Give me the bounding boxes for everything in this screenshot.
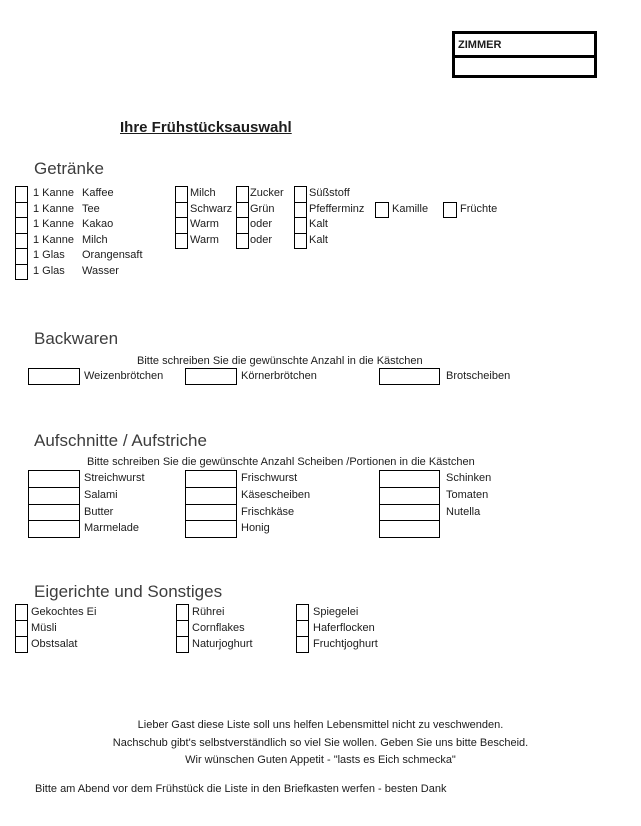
zimmer-box: [452, 31, 597, 78]
checkbox-kamille[interactable]: [375, 202, 389, 218]
checkbox-muesli[interactable]: [15, 620, 28, 637]
item-label: Weizenbrötchen: [84, 370, 164, 382]
row-wasser: [15, 264, 245, 280]
backwaren-instruction: Bitte schreiben Sie die gewünschte Anzahl in die Kästchen: [137, 355, 423, 367]
item-label: Orangensaft: [82, 249, 143, 261]
qty-label: 1 Glas: [33, 249, 65, 261]
item-label: Pfefferminz: [309, 202, 365, 215]
row-schinken: [379, 470, 609, 487]
item-label: Frischkäse: [241, 505, 295, 518]
checkbox-warm-2[interactable]: [175, 233, 188, 250]
section-heading-eigerichte: Eigerichte und Sonstiges: [34, 582, 223, 601]
item-label: Müsli: [31, 622, 57, 634]
item-label: Tomaten: [446, 488, 489, 501]
checkbox-fruechte[interactable]: [443, 202, 457, 218]
checkbox-gruen[interactable]: [236, 202, 249, 219]
checkbox-zucker[interactable]: [236, 186, 249, 203]
zimmer-label-cell: [455, 34, 594, 58]
item-label: Spiegelei: [313, 606, 359, 618]
checkbox-warm-1[interactable]: [175, 217, 188, 234]
item-label: Früchte: [460, 203, 498, 215]
input-marmelade[interactable]: [28, 520, 80, 538]
qty-label: 1 Glas: [33, 264, 65, 277]
checkbox-tee[interactable]: [15, 202, 28, 219]
row-brotscheiben: [379, 368, 609, 384]
input-schinken[interactable]: [379, 470, 440, 488]
input-frischkaese[interactable]: [185, 504, 237, 522]
item-label: Kakao: [82, 218, 114, 230]
checkbox-orangensaft[interactable]: [15, 248, 28, 265]
checkbox-gekochtes-ei[interactable]: [15, 604, 28, 621]
qty-label: 1 Kanne: [33, 187, 74, 199]
item-label: Butter: [84, 505, 114, 518]
input-brotscheiben[interactable]: [379, 368, 440, 385]
section-heading-aufschnitte: Aufschnitte / Aufstriche: [34, 431, 207, 450]
checkbox-kakao[interactable]: [15, 217, 28, 234]
input-koernerbroetchen[interactable]: [185, 368, 237, 385]
item-label: Warm: [190, 218, 219, 230]
checkbox-kalt-2[interactable]: [294, 233, 307, 250]
qty-label: 1 Kanne: [33, 218, 74, 230]
input-weizenbroetchen[interactable]: [28, 368, 80, 385]
item-label: Salami: [84, 488, 118, 501]
item-label: Fruchtjoghurt: [313, 638, 378, 650]
item-label: Cornflakes: [192, 622, 245, 634]
item-label: Milch: [82, 233, 108, 246]
item-label: Honig: [241, 522, 270, 535]
checkbox-milch-kanne[interactable]: [15, 233, 28, 250]
section-heading-backwaren: Backwaren: [34, 329, 119, 348]
item-label: Körnerbrötchen: [241, 370, 317, 382]
item-label: Kalt: [309, 218, 328, 230]
checkbox-wasser[interactable]: [15, 264, 28, 281]
checkbox-naturjoghurt[interactable]: [176, 636, 189, 653]
input-streichwurst[interactable]: [28, 470, 80, 488]
checkbox-cornflakes[interactable]: [176, 620, 189, 637]
aufschnitte-instruction: Bitte schreiben Sie die gewünschte Anzahl Scheiben /Portionen in die Kästchen: [87, 456, 475, 468]
checkbox-haferflocken[interactable]: [296, 620, 309, 637]
footer-return-note: Bitte am Abend vor dem Frühstück die Liste in den Briefkasten werfen - besten Dank: [35, 783, 447, 795]
zimmer-number-field[interactable]: [455, 58, 594, 75]
checkbox-suessstoff[interactable]: [294, 186, 307, 203]
item-label: Schinken: [446, 472, 492, 484]
item-label: Warm: [190, 233, 219, 246]
checkbox-pfefferminz[interactable]: [294, 202, 307, 219]
footer-line-2: Nachschub gibt's selbstverständlich so viel Sie wollen. Geben Sie uns bitte Bescheid.: [112, 737, 529, 749]
item-label: Kamille: [392, 203, 429, 215]
item-label: Brotscheiben: [446, 370, 511, 382]
item-label: Schwarz: [190, 202, 233, 215]
checkbox-obstsalat[interactable]: [15, 636, 28, 653]
input-butter[interactable]: [28, 504, 80, 522]
input-kaesescheiben[interactable]: [185, 487, 237, 505]
item-label: Nutella: [446, 505, 481, 518]
row-orangensaft: [15, 248, 245, 264]
checkbox-milch[interactable]: [175, 186, 188, 203]
input-honig[interactable]: [185, 520, 237, 538]
item-label: Milch: [190, 187, 216, 199]
input-frischwurst[interactable]: [185, 470, 237, 488]
row-suessstoff: [294, 186, 524, 202]
item-label: oder: [250, 218, 273, 230]
input-tomaten[interactable]: [379, 487, 440, 505]
footer-line-1: Lieber Gast diese Liste soll uns helfen Lebensmittel nicht zu veschwenden.: [137, 719, 504, 731]
item-label: Streichwurst: [84, 472, 145, 484]
row-nutella: [379, 504, 609, 521]
checkbox-spiegelei[interactable]: [296, 604, 309, 621]
page-title: Ihre Frühstücksauswahl: [120, 119, 292, 136]
checkbox-fruchtjoghurt[interactable]: [296, 636, 309, 653]
item-label: Süßstoff: [309, 187, 350, 199]
input-salami[interactable]: [28, 487, 80, 505]
row-haferflocken: [296, 620, 526, 636]
item-label: Tee: [82, 202, 100, 215]
checkbox-oder-1[interactable]: [236, 217, 249, 234]
checkbox-kaffee[interactable]: [15, 186, 28, 203]
section-heading-getraenke: Getränke: [34, 159, 104, 178]
zimmer-label: ZIMMER: [458, 38, 502, 51]
item-label: Haferflocken: [313, 622, 375, 634]
item-label: Marmelade: [84, 522, 140, 535]
item-label: Gekochtes Ei: [31, 606, 97, 618]
item-label: Kaffee: [82, 187, 114, 199]
row-kalt-2: [294, 233, 524, 249]
item-label: oder: [250, 233, 273, 246]
row-tomaten: [379, 487, 609, 504]
item-label: Rührei: [192, 606, 225, 618]
item-label: Wasser: [82, 264, 119, 277]
row-spiegelei: [296, 604, 526, 620]
row-unlabeled-box: [379, 520, 609, 537]
checkbox-ruehrei[interactable]: [176, 604, 189, 621]
item-label: Frischwurst: [241, 472, 298, 484]
row-fruchtjoghurt: [296, 636, 526, 652]
item-label: Grün: [250, 202, 275, 215]
input-unlabeled[interactable]: [379, 520, 440, 538]
item-label: Käsescheiben: [241, 488, 311, 501]
row-fruechte: [443, 202, 641, 217]
checkbox-schwarz[interactable]: [175, 202, 188, 219]
row-kalt-1: [294, 217, 524, 233]
qty-label: 1 Kanne: [33, 202, 74, 215]
qty-label: 1 Kanne: [33, 233, 74, 246]
item-label: Zucker: [250, 187, 284, 199]
checkbox-kalt-1[interactable]: [294, 217, 307, 234]
checkbox-oder-2[interactable]: [236, 233, 249, 250]
item-label: Naturjoghurt: [192, 638, 253, 650]
item-label: Obstsalat: [31, 638, 78, 650]
input-nutella[interactable]: [379, 504, 440, 522]
item-label: Kalt: [309, 233, 328, 246]
footer-line-3: Wir wünschen Guten Appetit - "lasts es Eich schmecka": [185, 754, 456, 766]
